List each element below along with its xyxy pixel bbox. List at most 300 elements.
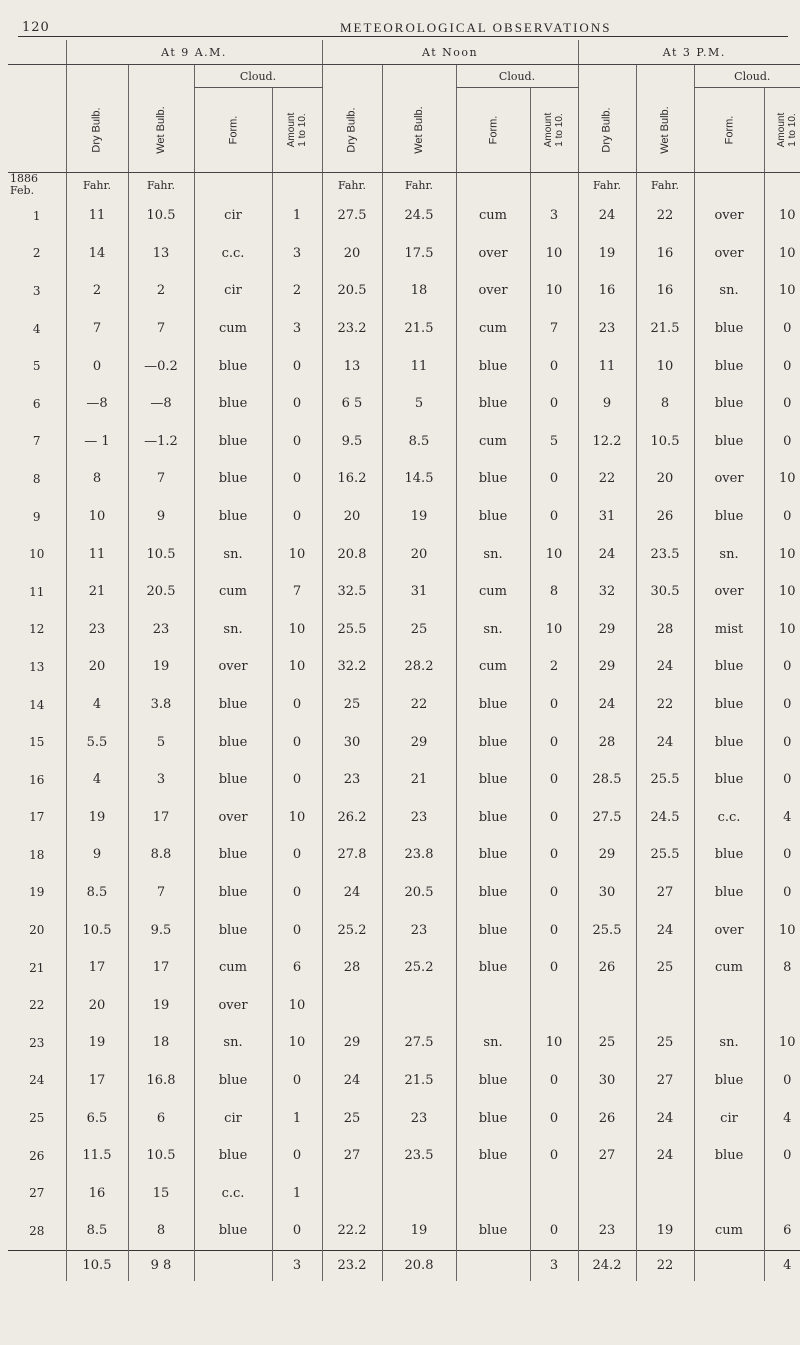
table-cell: cir <box>194 1099 272 1137</box>
table-row <box>8 1212 800 1250</box>
table-cell: 10 <box>764 235 800 273</box>
day-number: 7 <box>32 434 41 449</box>
table-cell: 14.5 <box>382 460 456 498</box>
unit-label: Fahr. <box>636 173 694 198</box>
table-cell: 0 <box>530 836 578 874</box>
day-number: 16 <box>29 772 45 787</box>
table-row <box>8 836 800 874</box>
table-cell: 32 <box>578 573 636 611</box>
table-cell: blue <box>194 498 272 536</box>
table-cell: blue <box>456 723 530 761</box>
table-cell: 0 <box>764 874 800 912</box>
table-cell: blue <box>194 385 272 423</box>
table-row <box>8 1137 800 1175</box>
table-cell: blue <box>456 1212 530 1250</box>
table-cell: 8 <box>636 385 694 423</box>
table-cell: 18 <box>128 1024 194 1062</box>
table-cell: 10 <box>764 1024 800 1062</box>
table-cell: 31 <box>578 498 636 536</box>
table-cell: 0 <box>764 385 800 423</box>
day-number: 22 <box>29 998 45 1013</box>
table-cell: 22 <box>636 197 694 235</box>
table-cell: 0 <box>530 761 578 799</box>
table-cell: 0 <box>272 761 322 799</box>
day-number: 9 <box>32 509 41 524</box>
table-cell: 21 <box>66 573 128 611</box>
table-cell: 10 <box>272 1024 322 1062</box>
table-row <box>8 911 800 949</box>
table-cell: 3 <box>128 761 194 799</box>
totals-row <box>8 1250 800 1281</box>
table-row <box>8 799 800 837</box>
table-cell: sn. <box>456 611 530 649</box>
day-number: 19 <box>29 885 45 900</box>
corner-cell <box>8 40 66 65</box>
table-row <box>8 1174 800 1212</box>
table-cell: 11 <box>578 347 636 385</box>
col-dry-bulb-noon: Dry Bulb. <box>322 88 382 173</box>
table-row <box>8 498 800 536</box>
table-cell: 5 <box>382 385 456 423</box>
table-cell: 5.5 <box>66 723 128 761</box>
col-wet-bulb-9am: Wet Bulb. <box>128 88 194 173</box>
table-row <box>8 197 800 235</box>
table-cell: over <box>194 648 272 686</box>
table-cell: 19 <box>128 986 194 1024</box>
table-cell: 6 5 <box>322 385 382 423</box>
table-cell: 2 <box>128 272 194 310</box>
table-cell: 0 <box>530 911 578 949</box>
table-cell: 32.2 <box>322 648 382 686</box>
table-cell: blue <box>694 347 764 385</box>
table-cell: cum <box>456 573 530 611</box>
table-cell: 10 <box>530 1024 578 1062</box>
table-cell: sn. <box>194 611 272 649</box>
table-cell: 16 <box>636 235 694 273</box>
table-cell: 20 <box>382 535 456 573</box>
table-cell: 27 <box>322 1137 382 1175</box>
table-cell: 17 <box>66 1062 128 1100</box>
table-cell: blue <box>456 347 530 385</box>
table-cell: 19 <box>382 1212 456 1250</box>
day-number: 15 <box>29 735 45 750</box>
table-cell: 10 <box>764 460 800 498</box>
table-cell: 0 <box>764 648 800 686</box>
unit-label: Fahr. <box>322 173 382 198</box>
table-cell: 11.5 <box>66 1137 128 1175</box>
table-cell: 20 <box>66 986 128 1024</box>
table-cell: 8 <box>530 573 578 611</box>
table-row <box>8 535 800 573</box>
table-cell: 23.8 <box>382 836 456 874</box>
table-cell: 25 <box>322 1099 382 1137</box>
table-cell: 3 <box>272 310 322 348</box>
table-cell: 23 <box>66 611 128 649</box>
table-cell: 10 <box>764 611 800 649</box>
table-cell: 8 <box>764 949 800 987</box>
unit-label: Fahr. <box>128 173 194 198</box>
table-cell: 10.5 <box>128 1137 194 1175</box>
cloud-header-row <box>8 65 800 88</box>
table-cell: 29 <box>578 836 636 874</box>
table-cell: blue <box>694 723 764 761</box>
table-cell: 25 <box>636 949 694 987</box>
day-number: 8 <box>32 471 41 486</box>
table-cell: 10.5 <box>66 911 128 949</box>
total-cell: 3 <box>272 1250 322 1281</box>
table-cell: blue <box>456 686 530 724</box>
table-cell: 3.8 <box>128 686 194 724</box>
table-cell: c.c. <box>694 799 764 837</box>
day-number: 26 <box>29 1148 45 1163</box>
table-cell: 13 <box>322 347 382 385</box>
table-row <box>8 611 800 649</box>
table-cell <box>530 986 578 1024</box>
table-cell: 10 <box>636 347 694 385</box>
table-cell: 24 <box>636 911 694 949</box>
table-cell <box>578 1174 636 1212</box>
table-row <box>8 1062 800 1100</box>
table-cell: sn. <box>694 1024 764 1062</box>
table-cell: blue <box>456 949 530 987</box>
total-cell <box>8 1250 66 1281</box>
table-cell: blue <box>194 686 272 724</box>
table-cell: cum <box>694 949 764 987</box>
table-cell: blue <box>456 498 530 536</box>
table-cell: cum <box>194 573 272 611</box>
table-row <box>8 761 800 799</box>
table-cell: 26 <box>636 498 694 536</box>
table-cell: 24 <box>578 535 636 573</box>
group-3pm: At 3 P.M. <box>578 40 800 65</box>
table-cell: 30 <box>578 874 636 912</box>
table-cell: 11 <box>66 535 128 573</box>
table-cell: blue <box>694 686 764 724</box>
col-form-noon: Form. <box>456 88 530 173</box>
group-9am: At 9 A.M. <box>66 40 322 65</box>
table-cell: 0 <box>530 1212 578 1250</box>
day-number: 11 <box>29 584 45 599</box>
table-cell: 9.5 <box>322 423 382 461</box>
table-cell: 0 <box>272 1137 322 1175</box>
table-row <box>8 949 800 987</box>
table-cell: 15 <box>128 1174 194 1212</box>
table-cell: 0 <box>764 498 800 536</box>
table-cell: 0 <box>530 385 578 423</box>
table-cell: 0 <box>764 1137 800 1175</box>
table-cell: 9 <box>578 385 636 423</box>
table-cell: sn. <box>456 1024 530 1062</box>
table-cell: 7 <box>530 310 578 348</box>
table-cell: 9 <box>128 498 194 536</box>
table-cell: 0 <box>530 1137 578 1175</box>
table-cell: 0 <box>764 310 800 348</box>
table-row <box>8 310 800 348</box>
table-cell: 25.5 <box>636 836 694 874</box>
table-cell: sn. <box>456 535 530 573</box>
table-cell: 2 <box>66 272 128 310</box>
day-number: 27 <box>29 1186 45 1201</box>
cloud-header-noon: Cloud. <box>456 65 578 88</box>
table-cell: sn. <box>694 535 764 573</box>
col-dry-bulb-9am: Dry Bulb. <box>66 88 128 173</box>
table-cell: 0 <box>530 347 578 385</box>
table-cell: 23.2 <box>322 310 382 348</box>
table-cell: 8.5 <box>382 423 456 461</box>
total-cell: 9 8 <box>128 1250 194 1281</box>
table-cell: 30 <box>578 1062 636 1100</box>
table-cell <box>764 1174 800 1212</box>
table-cell: 22 <box>636 686 694 724</box>
table-cell: 7 <box>128 310 194 348</box>
table-cell: 21.5 <box>382 310 456 348</box>
table-cell: 0 <box>764 761 800 799</box>
table-row <box>8 723 800 761</box>
table-cell: 1 <box>272 197 322 235</box>
table-cell: 23 <box>128 611 194 649</box>
day-number: 17 <box>29 810 45 825</box>
table-cell: 10 <box>530 235 578 273</box>
table-cell: sn. <box>194 1024 272 1062</box>
table-cell: blue <box>456 385 530 423</box>
table-row <box>8 573 800 611</box>
table-cell: 0 <box>272 385 322 423</box>
table-cell: 12.2 <box>578 423 636 461</box>
table-cell: 28 <box>578 723 636 761</box>
day-number: 5 <box>32 359 41 374</box>
table-cell: 6.5 <box>66 1099 128 1137</box>
table-cell: 19 <box>128 648 194 686</box>
table-cell: 24.5 <box>382 197 456 235</box>
table-cell <box>456 986 530 1024</box>
table-cell: 1 <box>272 1099 322 1137</box>
table-cell: 27.5 <box>382 1024 456 1062</box>
table-cell: 10 <box>272 986 322 1024</box>
table-cell: 0 <box>530 460 578 498</box>
table-cell: 20 <box>322 235 382 273</box>
table-cell: 22 <box>382 686 456 724</box>
table-cell: 19 <box>636 1212 694 1250</box>
table-cell <box>322 1174 382 1212</box>
table-cell: 31 <box>382 573 456 611</box>
total-cell <box>194 1250 272 1281</box>
table-row <box>8 1099 800 1137</box>
total-cell: 23.2 <box>322 1250 382 1281</box>
table-cell: 19 <box>382 498 456 536</box>
table-cell: 19 <box>66 1024 128 1062</box>
table-cell: 27 <box>636 874 694 912</box>
group-noon: At Noon <box>322 40 578 65</box>
table-cell: 32.5 <box>322 573 382 611</box>
table-cell <box>322 986 382 1024</box>
col-form-9am: Form. <box>194 88 272 173</box>
table-cell: 29 <box>382 723 456 761</box>
table-cell: over <box>194 986 272 1024</box>
table-cell: 0 <box>530 1062 578 1100</box>
table-cell: 5 <box>128 723 194 761</box>
table-cell: blue <box>456 1137 530 1175</box>
table-cell: 25.5 <box>322 611 382 649</box>
table-cell: 0 <box>530 686 578 724</box>
day-number: 18 <box>29 847 45 862</box>
table-cell: 17.5 <box>382 235 456 273</box>
table-cell: 0 <box>272 836 322 874</box>
table-cell: blue <box>456 911 530 949</box>
table-cell: 4 <box>66 686 128 724</box>
table-cell: sn. <box>194 535 272 573</box>
day-number: 14 <box>29 697 45 712</box>
table-cell: blue <box>194 1062 272 1100</box>
table-cell: 30.5 <box>636 573 694 611</box>
table-cell: 24 <box>322 874 382 912</box>
table-cell <box>382 986 456 1024</box>
table-cell: 0 <box>272 1212 322 1250</box>
table-cell: 0 <box>272 1062 322 1100</box>
day-number: 24 <box>29 1073 45 1088</box>
table-cell: 7 <box>128 460 194 498</box>
header-rule <box>18 36 788 37</box>
table-row <box>8 874 800 912</box>
table-cell: 23 <box>578 310 636 348</box>
table-cell: 8.5 <box>66 1212 128 1250</box>
table-cell: 18 <box>382 272 456 310</box>
table-row <box>8 347 800 385</box>
total-cell: 10.5 <box>66 1250 128 1281</box>
table-cell <box>530 1174 578 1212</box>
table-cell: blue <box>694 498 764 536</box>
table-cell: 10 <box>66 498 128 536</box>
table-cell <box>764 986 800 1024</box>
day-number: 4 <box>32 321 41 336</box>
day-number: 25 <box>29 1111 45 1126</box>
table-cell: blue <box>456 1062 530 1100</box>
table-cell: 10 <box>764 197 800 235</box>
table-cell: 0 <box>764 1062 800 1100</box>
table-cell: 7 <box>128 874 194 912</box>
table-cell: 25 <box>636 1024 694 1062</box>
table-cell: —8 <box>128 385 194 423</box>
table-cell: 10.5 <box>128 197 194 235</box>
table-cell: 23 <box>382 911 456 949</box>
table-cell <box>636 1174 694 1212</box>
table-cell: cir <box>194 272 272 310</box>
table-cell: over <box>694 573 764 611</box>
table-cell: 20.5 <box>128 573 194 611</box>
table-cell: blue <box>694 310 764 348</box>
table-cell: 24.5 <box>636 799 694 837</box>
day-number: 28 <box>29 1223 45 1238</box>
table-cell: 24 <box>578 686 636 724</box>
table-row <box>8 272 800 310</box>
col-amount-3pm: Amount 1 to 10. <box>764 88 800 173</box>
total-cell: 20.8 <box>382 1250 456 1281</box>
unit-row <box>8 173 800 198</box>
table-cell: 9 <box>66 836 128 874</box>
table-cell: 27 <box>636 1062 694 1100</box>
table-cell: over <box>456 272 530 310</box>
table-cell: 16 <box>578 272 636 310</box>
table-cell: 10 <box>530 611 578 649</box>
col-amount-9am: Amount 1 to 10. <box>272 88 322 173</box>
table-cell: 27.8 <box>322 836 382 874</box>
table-cell: 10 <box>272 648 322 686</box>
table-cell: 20 <box>636 460 694 498</box>
table-cell: over <box>694 460 764 498</box>
table-cell: 17 <box>66 949 128 987</box>
table-row <box>8 686 800 724</box>
table-cell: 23 <box>322 761 382 799</box>
day-number: 20 <box>29 923 45 938</box>
table-cell: cum <box>456 648 530 686</box>
table-cell: blue <box>694 1062 764 1100</box>
table-cell: 0 <box>272 723 322 761</box>
table-cell: 28 <box>322 949 382 987</box>
table-cell: 28.5 <box>578 761 636 799</box>
table-cell: 10 <box>272 799 322 837</box>
table-cell: 24 <box>322 1062 382 1100</box>
table-cell: blue <box>694 648 764 686</box>
table-cell: blue <box>456 761 530 799</box>
table-row <box>8 235 800 273</box>
table-cell: cum <box>456 423 530 461</box>
table-cell: 0 <box>66 347 128 385</box>
table-cell: over <box>194 799 272 837</box>
table-cell: blue <box>456 1099 530 1137</box>
table-cell: 23 <box>578 1212 636 1250</box>
day-number: 2 <box>32 246 41 261</box>
table-cell: 24 <box>636 723 694 761</box>
total-cell <box>694 1250 764 1281</box>
table-cell: 17 <box>128 799 194 837</box>
table-cell: 24 <box>636 1137 694 1175</box>
table-row <box>8 648 800 686</box>
unit-label: Fahr. <box>382 173 456 198</box>
table-cell: 4 <box>764 799 800 837</box>
table-cell: over <box>694 235 764 273</box>
table-cell: 23.5 <box>636 535 694 573</box>
table-cell <box>578 986 636 1024</box>
table-cell: 16.8 <box>128 1062 194 1100</box>
day-number: 23 <box>29 1035 45 1050</box>
table-cell: 0 <box>764 723 800 761</box>
unit-label: Fahr. <box>578 173 636 198</box>
col-wet-bulb-noon: Wet Bulb. <box>382 88 456 173</box>
table-cell: 1 <box>272 1174 322 1212</box>
table-cell: 23 <box>382 1099 456 1137</box>
table-cell: cum <box>456 310 530 348</box>
table-cell: 0 <box>272 423 322 461</box>
table-cell: 29 <box>322 1024 382 1062</box>
table-cell: 17 <box>128 949 194 987</box>
table-cell: 25.2 <box>322 911 382 949</box>
cloud-header-9am: Cloud. <box>194 65 322 88</box>
table-cell: 23 <box>382 799 456 837</box>
table-cell: cum <box>194 949 272 987</box>
table-cell: 0 <box>272 911 322 949</box>
table-cell: 4 <box>764 1099 800 1137</box>
table-cell: blue <box>456 799 530 837</box>
table-cell: 24 <box>636 1099 694 1137</box>
table-cell: 21 <box>382 761 456 799</box>
table-cell: 10 <box>764 535 800 573</box>
table-cell: 20.5 <box>382 874 456 912</box>
table-cell: 25 <box>578 1024 636 1062</box>
table-cell: 8.5 <box>66 874 128 912</box>
table-cell: c.c. <box>194 235 272 273</box>
table-cell: 0 <box>272 347 322 385</box>
day-number: 10 <box>29 547 45 562</box>
table-cell: 10 <box>764 272 800 310</box>
